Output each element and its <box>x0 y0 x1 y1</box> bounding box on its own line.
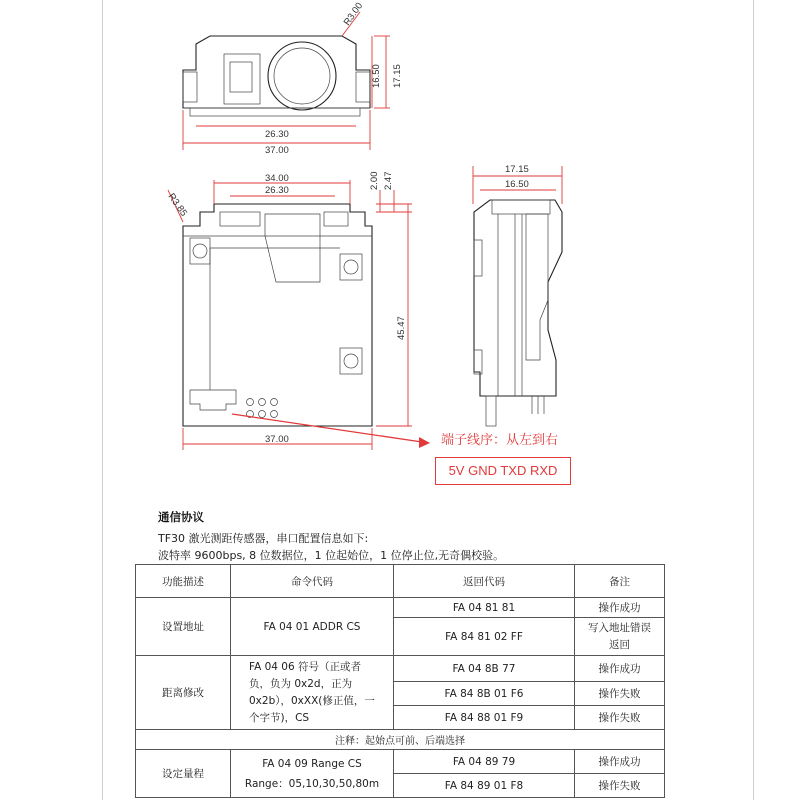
cell-function-set-range: 设定量程 <box>136 750 231 798</box>
table-row <box>136 598 665 618</box>
front-offset-a-label: 2.00 <box>369 171 380 190</box>
pin-order-box: 5V GND TXD RXD <box>435 457 571 485</box>
front-top-width-label: 34.00 <box>265 173 289 184</box>
command-line: FA 04 09 Range CS <box>262 757 362 770</box>
header-note: 备注 <box>575 565 665 598</box>
top-radius-label: R3.00 <box>341 0 366 28</box>
cell-command-distance-fix <box>231 656 394 730</box>
table-row <box>136 656 665 682</box>
section-title: 通信协议 <box>158 510 204 524</box>
cell-note: 操作成功 <box>575 598 665 618</box>
front-inner-width-label: 26.30 <box>265 185 289 196</box>
command-line: 0x2b），0xXX(修正值，一 <box>249 694 375 707</box>
cell-return: FA 04 89 79 <box>394 750 575 774</box>
table-row <box>136 730 665 750</box>
protocol-table <box>135 564 665 798</box>
cell-return: FA 84 89 01 F8 <box>394 774 575 798</box>
front-offset-b-label: 2.47 <box>383 171 394 190</box>
front-radius-label: R3.85 <box>165 191 190 219</box>
top-outer-width-label: 37.00 <box>265 145 289 156</box>
side-view <box>473 164 562 426</box>
side-inner-width-label: 16.50 <box>505 179 529 190</box>
header-function: 功能描述 <box>136 565 231 598</box>
top-height-outer-label: 17.15 <box>392 64 403 88</box>
top-view <box>183 1 403 156</box>
cell-remark: 注释：起始点可前、后端选择 <box>136 730 665 750</box>
intro-line-1: TF30 激光测距传感器，串口配置信息如下: <box>158 532 369 545</box>
side-outer-width-label: 17.15 <box>505 164 529 175</box>
cell-note: 操作失败 <box>575 682 665 706</box>
cell-return: FA 04 8B 77 <box>394 656 575 682</box>
command-line: 个字节)，CS <box>249 711 310 724</box>
command-line: Range：05,10,30,50,80m <box>244 777 380 790</box>
pin-order-note: 端子线序：从左到右 <box>441 433 559 448</box>
intro-line-2: 波特率 9600bps, 8 位数据位，1 位起始位，1 位停止位,无奇偶校验。 <box>158 549 505 562</box>
command-line: FA 04 06 符号（正或者 <box>249 660 361 673</box>
cell-function-distance-fix: 距离修改 <box>136 656 231 730</box>
front-view <box>166 172 412 451</box>
connector-callout-arrow <box>232 414 430 448</box>
cell-return: FA 84 8B 01 F6 <box>394 682 575 706</box>
command-line: 负，负为 0x2d，正为 <box>249 677 353 690</box>
front-bottom-width-label: 37.00 <box>265 434 289 445</box>
table-row <box>136 750 665 774</box>
cell-note: 操作成功 <box>575 750 665 774</box>
table-header-row <box>136 565 665 598</box>
cell-note: 操作失败 <box>575 706 665 730</box>
cell-return: FA 84 88 01 F9 <box>394 706 575 730</box>
cell-function-set-address: 设置地址 <box>136 598 231 656</box>
cell-return: FA 04 81 81 <box>394 598 575 618</box>
cell-note: 写入地址错误返回 <box>575 618 665 656</box>
header-command: 命令代码 <box>231 565 394 598</box>
cell-note: 操作成功 <box>575 656 665 682</box>
cell-return: FA 84 81 02 FF <box>394 618 575 656</box>
cell-command-set-address: FA 04 01 ADDR CS <box>231 598 394 656</box>
cell-note: 操作失败 <box>575 774 665 798</box>
top-inner-width-label: 26.30 <box>265 129 289 140</box>
top-height-inner-label: 16.50 <box>371 64 382 88</box>
front-height-label: 45.47 <box>396 316 407 340</box>
header-return: 返回代码 <box>394 565 575 598</box>
cell-command-set-range <box>231 750 394 798</box>
